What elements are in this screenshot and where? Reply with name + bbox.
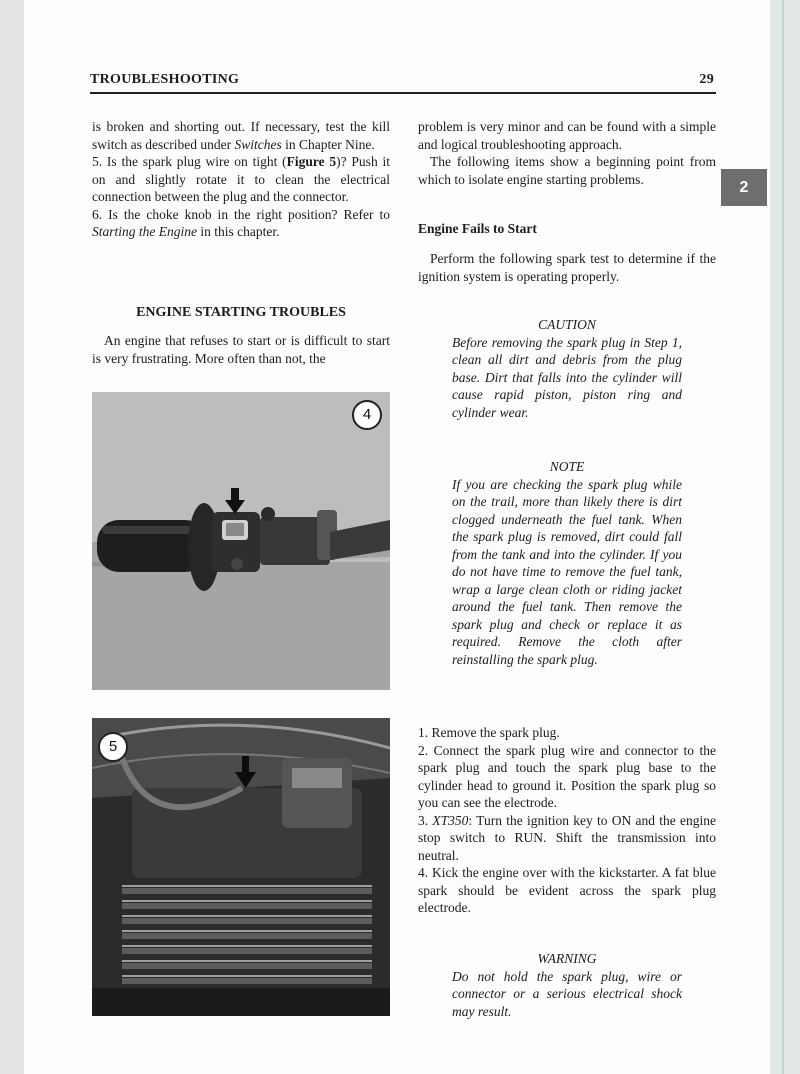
italic-run: Starting the Engine [92, 224, 197, 239]
text-run: problem is very minor and can be found with a simple and logical troubleshooting approach. [418, 119, 716, 152]
paragraph [92, 332, 390, 367]
italic-run: Switches [234, 136, 282, 152]
paragraph [92, 206, 390, 241]
figure-5-photo [92, 718, 390, 1016]
caution-box [452, 316, 682, 421]
text-run: is broken and shorting out. If necessary, test the kill switch as described under [92, 119, 390, 152]
header-rule [90, 92, 716, 94]
step [418, 864, 716, 917]
text-run: : Turn the ignition key to ON and the engine stop switch to RUN. Shift the transmission into neutral. [418, 812, 716, 863]
figure-5-label: 5 [98, 732, 128, 762]
viewer-left-edge [0, 0, 25, 1074]
figure-4-photo [92, 392, 390, 690]
figure-4-label: 4 [352, 400, 382, 430]
step [418, 742, 716, 812]
handlebar-illustration [92, 392, 390, 690]
page-number: 29 [699, 72, 714, 87]
italic-run: XT350 [432, 812, 469, 828]
right-column-spark-intro [418, 250, 716, 285]
text-run: The following items show a beginning point from which to isolate engine starting problems. [418, 154, 716, 187]
note-title: NOTE [549, 459, 585, 474]
text-run: 1. Remove the spark plug. [418, 725, 560, 740]
subheading: Engine Fails to Start [418, 221, 537, 236]
paragraph [92, 118, 390, 153]
text-run: Perform the following spark test to determine if the ignition system is operating properly. [418, 251, 716, 284]
spark-test-steps [418, 724, 716, 917]
text-run: in Chapter Nine. [281, 136, 375, 152]
text-run: An engine that refuses to start or is difficult to start is very frustrating. More often than not, the [92, 333, 390, 366]
paragraph [418, 153, 716, 188]
paragraph [418, 118, 716, 153]
caution-body: Before removing the spark plug in Step 1, clean all dirt and debris from the plug base. Dirt that falls into the cylinder will cause rapid piston, piston ring and cylinder wear. [452, 334, 682, 420]
bold-run: Figure 5 [286, 154, 337, 169]
text-run: 3. [418, 812, 433, 828]
engine-illustration [92, 718, 390, 1016]
step [418, 724, 716, 742]
text-run: 6. Is the choke knob in the right position? Refer to [92, 206, 390, 222]
running-head [90, 72, 714, 92]
left-column-intro [92, 332, 390, 367]
step [418, 812, 716, 865]
text-run: 4. Kick the engine over with the kickstarter. A fat blue spark should be evident across the spark plug electrode. [418, 865, 716, 915]
note-box [452, 458, 682, 668]
viewer-right-border [782, 0, 784, 1074]
paragraph [418, 250, 716, 285]
text-run: in this chapter. [197, 224, 280, 239]
paragraph [92, 153, 390, 206]
running-head-title: TROUBLESHOOTING [90, 72, 240, 87]
text-run: )? Push it on and slightly rotate it to clean the electrical connection between the plug and the connector. [92, 154, 390, 204]
right-column-top [418, 118, 716, 188]
section-heading: ENGINE STARTING TROUBLES [136, 305, 346, 320]
warning-box [452, 950, 682, 1020]
text-run: 5. Is the spark plug wire on tight ( [92, 154, 287, 169]
chapter-tab: 2 [721, 169, 767, 206]
viewer-right-edge [770, 0, 800, 1074]
warning-body: Do not hold the spark plug, wire or connector or a serious electrical shock may result. [452, 968, 682, 1019]
text-run: 2. Connect the spark plug wire and connector to the spark plug and touch the spark plug base to the cylinder head to ground it. Position the spark plug so you can see the electrode. [418, 742, 716, 810]
warning-title: WARNING [537, 951, 597, 966]
left-column-top [92, 118, 390, 241]
note-body: If you are checking the spark plug while on the trail, more than likely there is dirt clogged underneath the fuel tank. When the spark plug is removed, dirt could fall from the tank and into the cylinder. If you do not have time to remove the fuel tank, wrap a large clean cloth or riding jacket around the fuel tank. Then remove the spark plug and check or replace it as required. Remove the cloth after reinstalling the spark plug. [452, 476, 682, 667]
caution-title: CAUTION [538, 317, 596, 332]
